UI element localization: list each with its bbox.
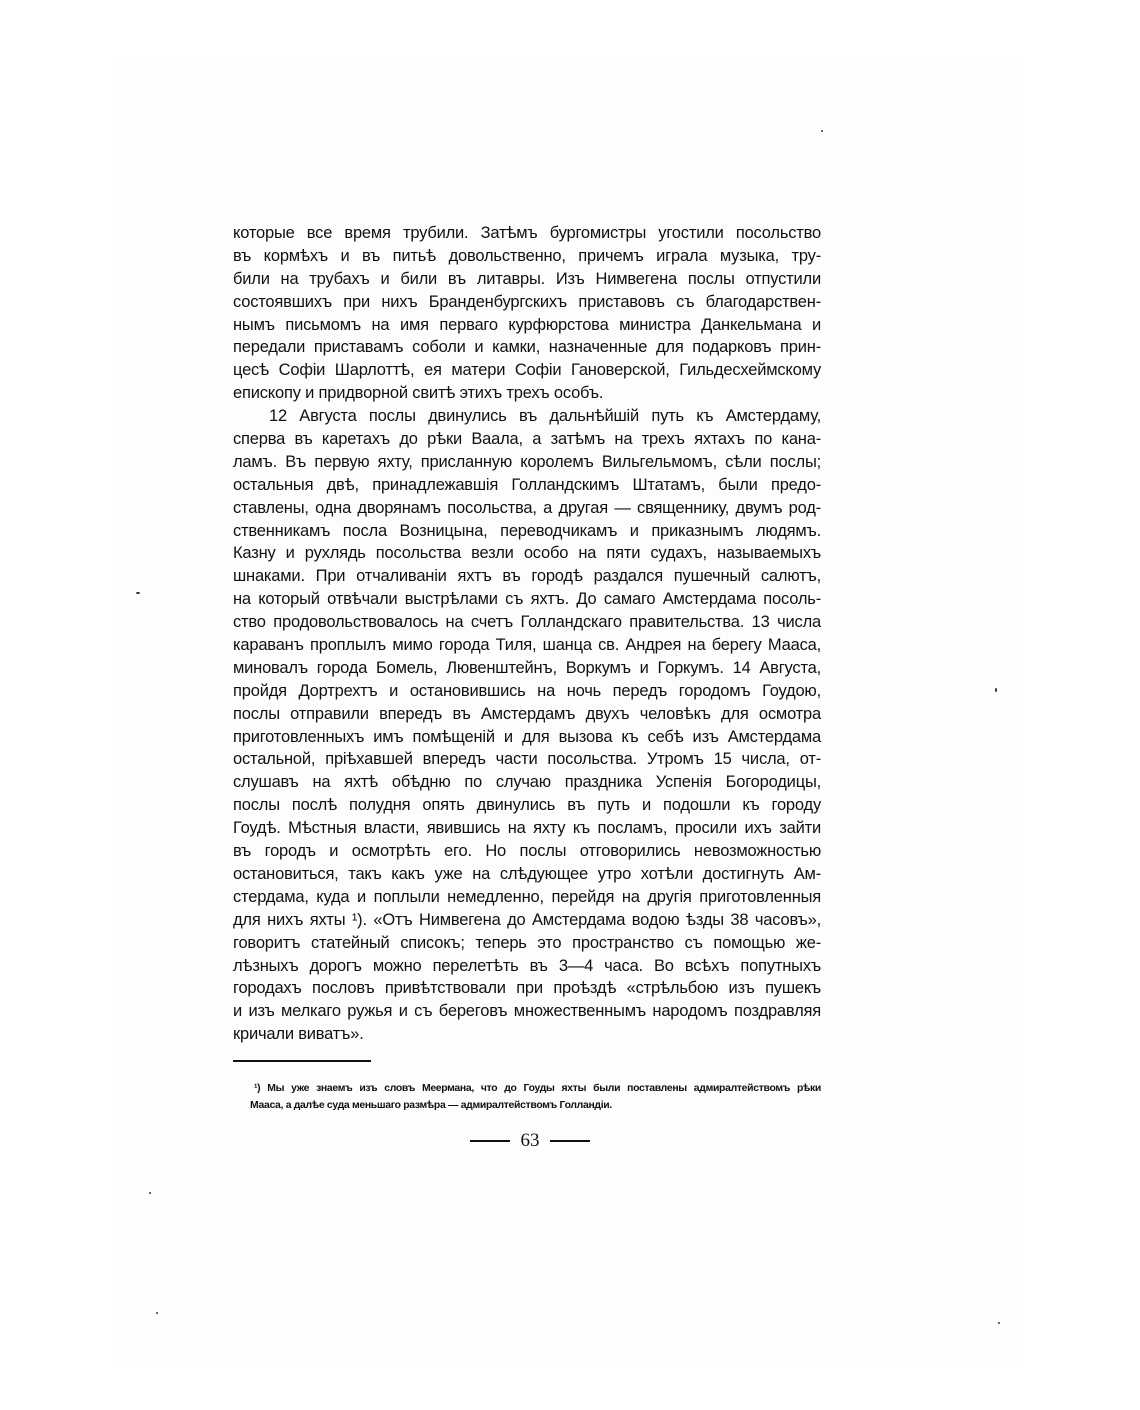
page-number-row (470, 1126, 590, 1156)
text-line: сперва въ каретахъ до рѣки Ваала, а затѣмъ на трехъ яхтахъ по кана- (233, 430, 821, 449)
text-line: ственникамъ посла Возницына, переводчикамъ и приказнымъ людямъ. (233, 521, 821, 540)
text-line: говоритъ статейный списокъ; теперь это пространство съ помощью же- (233, 933, 821, 952)
dash-left (470, 1140, 510, 1142)
text-line: ство продовольствовалось на счетъ Голландскаго правительства. 13 числа (233, 613, 821, 632)
main-text (233, 222, 821, 1046)
text-line: на который отвѣчали выстрѣлами съ яхтъ. До самаго Амстердама посоль- (233, 590, 821, 609)
text-line: миновалъ города Бомель, Лювенштейнъ, Воркумъ и Горкумъ. 14 Августа, (233, 658, 821, 677)
text-line: которые все время трубили. Затѣмъ бургомистры угостили посольство (233, 224, 821, 242)
scan-speck (998, 1322, 1000, 1324)
text-line: остальной, пріѣхавшей впередъ части посольства. Утромъ 15 числа, от- (233, 750, 821, 769)
scan-speck (149, 1192, 151, 1194)
text-line: передали приставамъ соболи и камки, назначенные для подарковъ прин- (233, 338, 821, 357)
scan-speck (156, 1312, 158, 1314)
text-line: остальныя двѣ, принадлежавшія Голландскимъ Штатамъ, были предо- (233, 475, 821, 494)
scan-speck (995, 688, 997, 692)
text-line: послы отправили впередъ въ Амстердамъ двухъ человѣкъ для осмотра (233, 704, 821, 723)
paragraph-start-line: 12 Августа послы двинулись въ дальнѣйшій путь къ Амстердаму, (269, 407, 821, 426)
footnote-divider (233, 1060, 371, 1062)
text-line: въ кормѣхъ и въ питьѣ довольственно, причемъ играла музыка, тру- (233, 246, 821, 265)
text-line: били на трубахъ и били въ литавры. Изъ Нимвегена послы отпустили (233, 269, 821, 288)
page-number: 63 (520, 1130, 540, 1151)
footnote-reference-line: для нихъ яхты ¹). «Отъ Нимвегена до Амстердама водою ѣзды 38 часовъ», (233, 910, 821, 929)
paragraph-end-line: кричали виватъ». (233, 1025, 364, 1044)
text-line: состоявшихъ при нихъ Бранденбургскихъ приставовъ съ благодарствен- (233, 292, 821, 311)
text-line: слушавъ на яхтѣ обѣдню по случаю праздника Успенія Богородицы, (233, 773, 821, 792)
text-line: городахъ пословъ привѣтствовали при проѣздѣ «стрѣльбою изъ пушекъ (233, 979, 821, 998)
text-line: приготовленныхъ имъ помѣщеній и для вызова къ себѣ изъ Амстердама (233, 727, 821, 746)
scan-speck (821, 130, 823, 132)
footnote-line: ¹) Мы уже знаемъ изъ словъ Меермана, что до Гоуды яхты были поставлены адмиралтействомъ рѣки (254, 1083, 821, 1094)
text-line: въ городъ и осмотрѣть его. Но послы отговорились невозможностью (233, 842, 821, 861)
text-line: караванъ проплылъ мимо города Тиля, шанца св. Андрея на берегу Мааса, (233, 636, 821, 655)
text-line: нымъ письмомъ на имя перваго курфюрстова министра Данкельмана и (233, 315, 821, 334)
text-line: стердама, куда и поплыли немедленно, перейдя на другія приготовленныя (233, 887, 821, 906)
dash-right (550, 1140, 590, 1142)
footnote (250, 1080, 821, 1114)
text-line: послы послѣ полудня опять двинулись въ путь и подошли къ городу (233, 796, 821, 815)
text-line: Гоудѣ. Мѣстныя власти, явившись на яхту къ посламъ, просили ихъ зайти (233, 819, 821, 838)
text-line: шнаками. При отчаливаніи яхтъ въ городѣ раздался пушечный салютъ, (233, 567, 821, 586)
text-line: остановиться, такъ какъ уже на слѣдующее утро хотѣли достигнуть Ам- (233, 864, 821, 883)
text-line: Казну и рухлядь посольства везли особо на пяти судахъ, называемыхъ (233, 544, 821, 563)
paragraph-end-line: епископу и придворной свитѣ этихъ трехъ особъ. (233, 384, 604, 403)
scan-speck (136, 592, 140, 594)
text-line: цесѣ Софіи Шарлоттѣ, ея матери Софіи Гановерской, Гильдесхеймскому (233, 361, 821, 380)
text-line: ставлены, одна дворянамъ посольства, а другая — священнику, двумъ род- (233, 498, 821, 517)
text-line: пройдя Дортрехтъ и остановившись на ночь передъ городомъ Гоудою, (233, 681, 821, 700)
footnote-line: Мааса, а далѣе суда меньшаго размѣра — адмиралтействомъ Голландіи. (250, 1100, 612, 1111)
text-line: лѣзныхъ дорогъ можно перелетѣть въ 3—4 часа. Во всѣхъ попутныхъ (233, 956, 821, 975)
text-line: ламъ. Въ первую яхту, присланную королемъ Вильгельмомъ, сѣли послы; (233, 452, 821, 471)
text-line: и изъ мелкаго ружья и съ береговъ множественнымъ народомъ поздравляя (233, 1002, 821, 1021)
